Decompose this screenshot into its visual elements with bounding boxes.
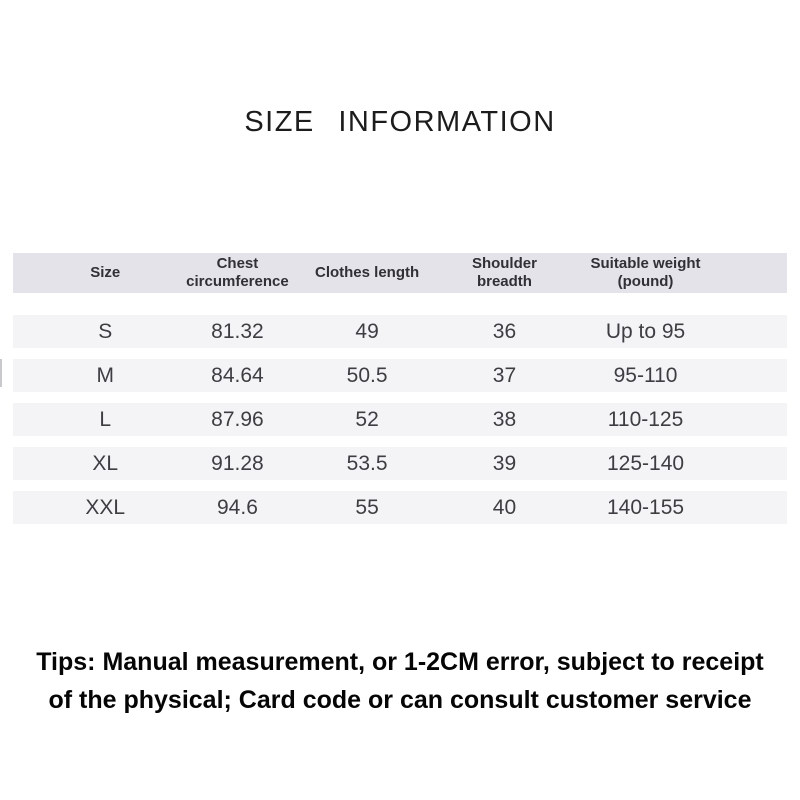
cell-shoulder: 37 bbox=[492, 363, 517, 387]
header-cell-size bbox=[13, 264, 176, 282]
header-label-clothes-length: Clothes length bbox=[314, 264, 420, 281]
header-label-shoulder-breadth: Shoulder breadth bbox=[471, 255, 537, 290]
left-edge-artifact bbox=[0, 359, 2, 387]
size-table bbox=[13, 253, 787, 524]
header-cell-suitable-weight bbox=[574, 255, 787, 291]
header-cell-shoulder-breadth bbox=[435, 255, 574, 291]
table-row-xl bbox=[13, 447, 787, 480]
cell-weight: 110-125 bbox=[607, 407, 684, 431]
table-row-s bbox=[13, 315, 787, 348]
cell-length: 55 bbox=[355, 495, 379, 519]
cell-size: S bbox=[98, 319, 113, 343]
header-cell-chest-circumference bbox=[176, 255, 300, 291]
cell-shoulder: 36 bbox=[492, 319, 517, 343]
cell-length: 52 bbox=[355, 407, 379, 431]
cell-shoulder: 40 bbox=[492, 495, 517, 519]
cell-length: 49 bbox=[355, 319, 379, 343]
cell-weight: 95-110 bbox=[613, 363, 678, 387]
tips-line-2: of the physical; Card code or can consult customer service bbox=[48, 686, 752, 714]
header-label-size: Size bbox=[90, 264, 121, 281]
cell-shoulder: 39 bbox=[492, 451, 517, 475]
header-label-chest-circumference: Chest circumference bbox=[186, 255, 289, 290]
cell-size: XL bbox=[92, 451, 119, 475]
cell-shoulder: 38 bbox=[492, 407, 517, 431]
cell-size: M bbox=[96, 363, 115, 387]
tips-note bbox=[0, 643, 800, 719]
cell-weight: Up to 95 bbox=[605, 319, 686, 343]
cell-chest: 81.32 bbox=[211, 319, 264, 343]
cell-size: L bbox=[99, 407, 112, 431]
cell-chest: 91.28 bbox=[211, 451, 264, 475]
cell-size: XXL bbox=[85, 495, 126, 519]
table-row-xxl bbox=[13, 491, 787, 524]
cell-weight: 125-140 bbox=[606, 451, 685, 475]
table-header-row bbox=[13, 253, 787, 293]
table-row-m bbox=[13, 359, 787, 392]
header-cell-clothes-length bbox=[299, 264, 434, 282]
header-label-suitable-weight: Suitable weight (pound) bbox=[590, 255, 701, 290]
table-row-l bbox=[13, 403, 787, 436]
cell-chest: 87.96 bbox=[211, 407, 264, 431]
cell-weight: 140-155 bbox=[606, 495, 685, 519]
cell-length: 50.5 bbox=[346, 363, 388, 387]
cell-chest: 94.6 bbox=[217, 495, 258, 519]
page-title: SIZE INFORMATION bbox=[244, 106, 556, 138]
cell-length: 53.5 bbox=[346, 451, 388, 475]
tips-line-1: Tips: Manual measurement, or 1-2CM error, subject to receipt bbox=[36, 648, 764, 676]
cell-chest: 84.64 bbox=[211, 363, 264, 387]
size-chart-image bbox=[0, 104, 800, 800]
